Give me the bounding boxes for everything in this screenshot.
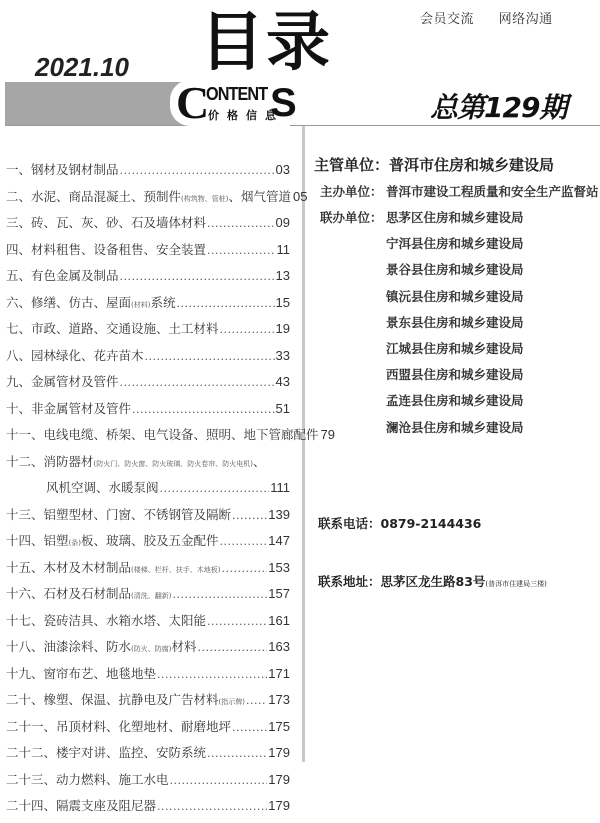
toc-leader-dots <box>220 321 275 336</box>
toc-label: 十六、石材及石材制品 <box>6 586 132 601</box>
host-unit <box>320 182 599 200</box>
toc-leader-dots <box>246 692 267 707</box>
logo-letter-s: S <box>270 81 297 125</box>
toc-label: 九、金属管材及管件 <box>6 374 119 389</box>
address-label: 联系地址： <box>318 574 381 589</box>
toc-leader-dots <box>232 507 267 522</box>
toc-note: (楼梯、栏杆、扶手、木地板) <box>131 565 221 574</box>
toc-label: 十二、消防器材 <box>6 453 94 469</box>
toc-suffix: 系统 <box>150 294 176 310</box>
toc-page-number: 19 <box>275 321 290 336</box>
toc-label: 十四、铝塑 <box>6 533 69 548</box>
supervisor-label: 主管单位： <box>314 156 390 174</box>
toc-label: 风机空调、水暖泵阀 <box>46 480 159 495</box>
toc-entry[interactable] <box>6 293 290 320</box>
toc-note: (防火、防腐) <box>131 645 172 653</box>
toc-label: 八、园林绿化、花卉苗木 <box>6 347 144 363</box>
logo-letters-ontent: ONTENT <box>206 84 268 104</box>
toc-note: (防火门、防火窗、防火玻璃、防火卷帘、防火电机) <box>93 459 253 468</box>
co-host-item: 镇沅县住房和城乡建设局 <box>386 288 524 304</box>
toc-leader-dots <box>157 798 267 813</box>
toc-label: 十一、电线电缆、桥架、电气设备、照明、地下管廊配件 <box>6 427 319 442</box>
toc-page-number: 139 <box>268 506 290 522</box>
toc-leader-dots <box>145 348 275 363</box>
toc-entry[interactable] <box>6 452 290 479</box>
logo-subtitle: 价格信息 <box>208 109 284 122</box>
toc-leader-dots <box>177 295 275 310</box>
co-host-item: 景东县住房和城乡建设局 <box>386 314 524 330</box>
toc-entry[interactable] <box>6 478 290 505</box>
toc-page-number: 153 <box>268 559 290 575</box>
toc-page-number: 15 <box>275 294 290 310</box>
host-label: 主办单位： <box>320 184 383 199</box>
host-value: 普洱市建设工程质量和安全生产监督站 <box>386 184 599 199</box>
toc-page-number: 147 <box>268 533 290 548</box>
toc-label: 三、砖、瓦、灰、砂、石及墙体材料 <box>6 215 207 230</box>
toc-page-number: 43 <box>275 374 290 389</box>
toc-leader-dots <box>207 745 267 760</box>
toc-label: 十九、窗帘布艺、地毯地垫 <box>6 665 157 681</box>
toc-entry[interactable] <box>6 637 290 664</box>
co-host-item: 西盟县住房和城乡建设局 <box>386 367 524 383</box>
toc-leader-dots <box>132 401 275 416</box>
toc-leader-dots <box>172 586 267 601</box>
contact-address <box>318 572 547 590</box>
toc-entry[interactable] <box>6 664 290 691</box>
toc-entry[interactable] <box>6 558 290 585</box>
toc-entry[interactable] <box>6 505 290 532</box>
toc-label: 二十一、吊顶材料、化塑地材、耐磨地坪 <box>6 718 232 734</box>
toc-entry[interactable] <box>6 372 290 399</box>
phone-label: 联系电话： <box>318 516 381 531</box>
toc-leader-dots <box>160 480 270 495</box>
toc-page-number: 171 <box>268 665 290 681</box>
toc-entry[interactable] <box>6 346 290 373</box>
toc-entry[interactable] <box>6 187 308 214</box>
co-host-label-row <box>320 208 386 226</box>
toc-entry[interactable] <box>6 213 290 240</box>
tagline-network-communication: 网络沟通 <box>498 12 553 27</box>
toc-entry[interactable] <box>6 770 290 797</box>
toc-label: 四、材料租售、设备租售、安全装置 <box>6 241 207 257</box>
toc-page-number: 09 <box>275 215 290 230</box>
toc-label: 十八、油漆涂料、防水 <box>6 639 132 654</box>
co-host-item: 澜沧县住房和城乡建设局 <box>386 419 524 435</box>
column-divider <box>302 126 305 762</box>
toc-note: (指示牌) <box>218 698 245 706</box>
toc-page-number: 51 <box>275 400 290 416</box>
toc-page-number: 157 <box>268 586 290 601</box>
toc-page-number: 13 <box>275 268 290 283</box>
toc-entry[interactable] <box>6 584 290 611</box>
toc-leader-dots <box>207 613 267 628</box>
toc-page-number: 179 <box>268 798 290 813</box>
toc-suffix: 板、玻璃、胶及五金配件 <box>80 533 219 548</box>
toc-leader-dots <box>232 719 267 734</box>
page-title: 目录 <box>200 6 332 80</box>
tagline-member-exchange: 会员交流 <box>420 12 475 27</box>
toc-entry[interactable] <box>6 796 290 823</box>
co-host-list <box>386 208 524 444</box>
toc-leader-dots <box>207 215 275 230</box>
toc-note: (条) <box>68 539 81 547</box>
toc-page-number: 173 <box>268 692 290 707</box>
toc-label: 二十三、动力燃料、施工水电 <box>6 771 169 787</box>
toc-label: 一、钢材及钢材制品 <box>6 162 119 177</box>
phone-value: 0879-2144436 <box>380 516 482 531</box>
toc-entry[interactable] <box>6 319 290 346</box>
toc-page-number: 179 <box>268 771 290 787</box>
toc-entry[interactable] <box>6 240 290 267</box>
co-host-item: 孟连县住房和城乡建设局 <box>386 393 524 409</box>
toc-leader-dots <box>207 242 275 257</box>
toc-suffix: 、 <box>252 453 266 469</box>
table-of-contents <box>6 160 335 823</box>
toc-leader-dots <box>170 772 268 787</box>
toc-entry[interactable] <box>6 690 290 717</box>
toc-label: 二、水泥、商品混凝土、预制件 <box>6 188 182 204</box>
toc-leader-dots <box>220 533 268 548</box>
toc-leader-dots <box>221 560 267 575</box>
toc-suffix: 材料 <box>171 639 197 654</box>
toc-page-number: 33 <box>275 347 290 363</box>
toc-page-number: 05 <box>293 188 308 204</box>
toc-label: 十三、铝塑型材、门窗、不锈钢管及隔断 <box>6 506 232 522</box>
toc-label: 十、非金属管材及管件 <box>6 400 132 416</box>
co-host-label: 联办单位： <box>320 210 383 225</box>
toc-page-number: 175 <box>268 718 290 734</box>
issue-number: 总第129期 <box>430 91 567 124</box>
toc-page-number: 163 <box>268 639 290 654</box>
toc-page-number: 179 <box>268 745 290 760</box>
co-host-item: 江城县住房和城乡建设局 <box>386 340 524 356</box>
co-host-item: 思茅区住房和城乡建设局 <box>386 210 524 225</box>
address-note: (普洱市住建局三楼) <box>485 580 547 588</box>
toc-entry[interactable] <box>6 160 290 187</box>
toc-page-number: 161 <box>268 612 290 628</box>
issue-date: 2021.10 <box>35 52 129 82</box>
toc-entry[interactable] <box>6 425 335 452</box>
toc-entry[interactable] <box>6 717 290 744</box>
address-value: 思茅区龙生路83号 <box>380 574 486 589</box>
tagline <box>420 8 573 27</box>
toc-label: 二十、橡塑、保温、抗静电及广告材料 <box>6 692 219 707</box>
contact-phone <box>318 514 481 532</box>
contents-logo <box>170 77 297 128</box>
toc-note: (清洗、翻新) <box>131 592 172 600</box>
logo-letter-c: C <box>176 77 210 128</box>
toc-entry[interactable] <box>6 399 290 426</box>
supervisor-value: 普洱市住房和城乡建设局 <box>389 156 555 174</box>
toc-entry[interactable] <box>6 531 290 558</box>
toc-leader-dots <box>120 162 275 177</box>
toc-label: 七、市政、道路、交通设施、土工材料 <box>6 321 219 336</box>
toc-entry[interactable] <box>6 266 290 293</box>
toc-leader-dots <box>120 374 275 389</box>
toc-label: 六、修缮、仿古、屋面 <box>6 294 132 310</box>
co-host-item: 宁洱县住房和城乡建设局 <box>386 236 524 252</box>
toc-label: 十五、木材及木材制品 <box>6 559 132 575</box>
toc-label: 二十二、楼宇对讲、监控、安防系统 <box>6 745 207 760</box>
toc-entry[interactable] <box>6 743 290 770</box>
toc-leader-dots <box>120 268 275 283</box>
toc-label: 十七、瓷砖洁具、水箱水塔、太阳能 <box>6 612 207 628</box>
toc-note: (材料) <box>131 300 151 309</box>
toc-leader-dots <box>157 666 267 681</box>
toc-suffix: 、烟气管道 <box>228 188 291 204</box>
toc-page-number: 111 <box>270 480 290 495</box>
toc-label: 二十四、隔震支座及阻尼器 <box>6 798 157 813</box>
toc-page-number: 79 <box>320 427 335 442</box>
supervisor-unit <box>314 154 554 175</box>
co-host-item: 景谷县住房和城乡建设局 <box>386 262 524 278</box>
toc-label: 五、有色金属及制品 <box>6 268 119 283</box>
toc-leader-dots <box>198 639 268 654</box>
toc-page-number: 03 <box>275 162 290 177</box>
toc-page-number: 11 <box>276 241 290 257</box>
toc-entry[interactable] <box>6 611 290 638</box>
toc-note: (构筑物、管桩) <box>181 194 229 203</box>
